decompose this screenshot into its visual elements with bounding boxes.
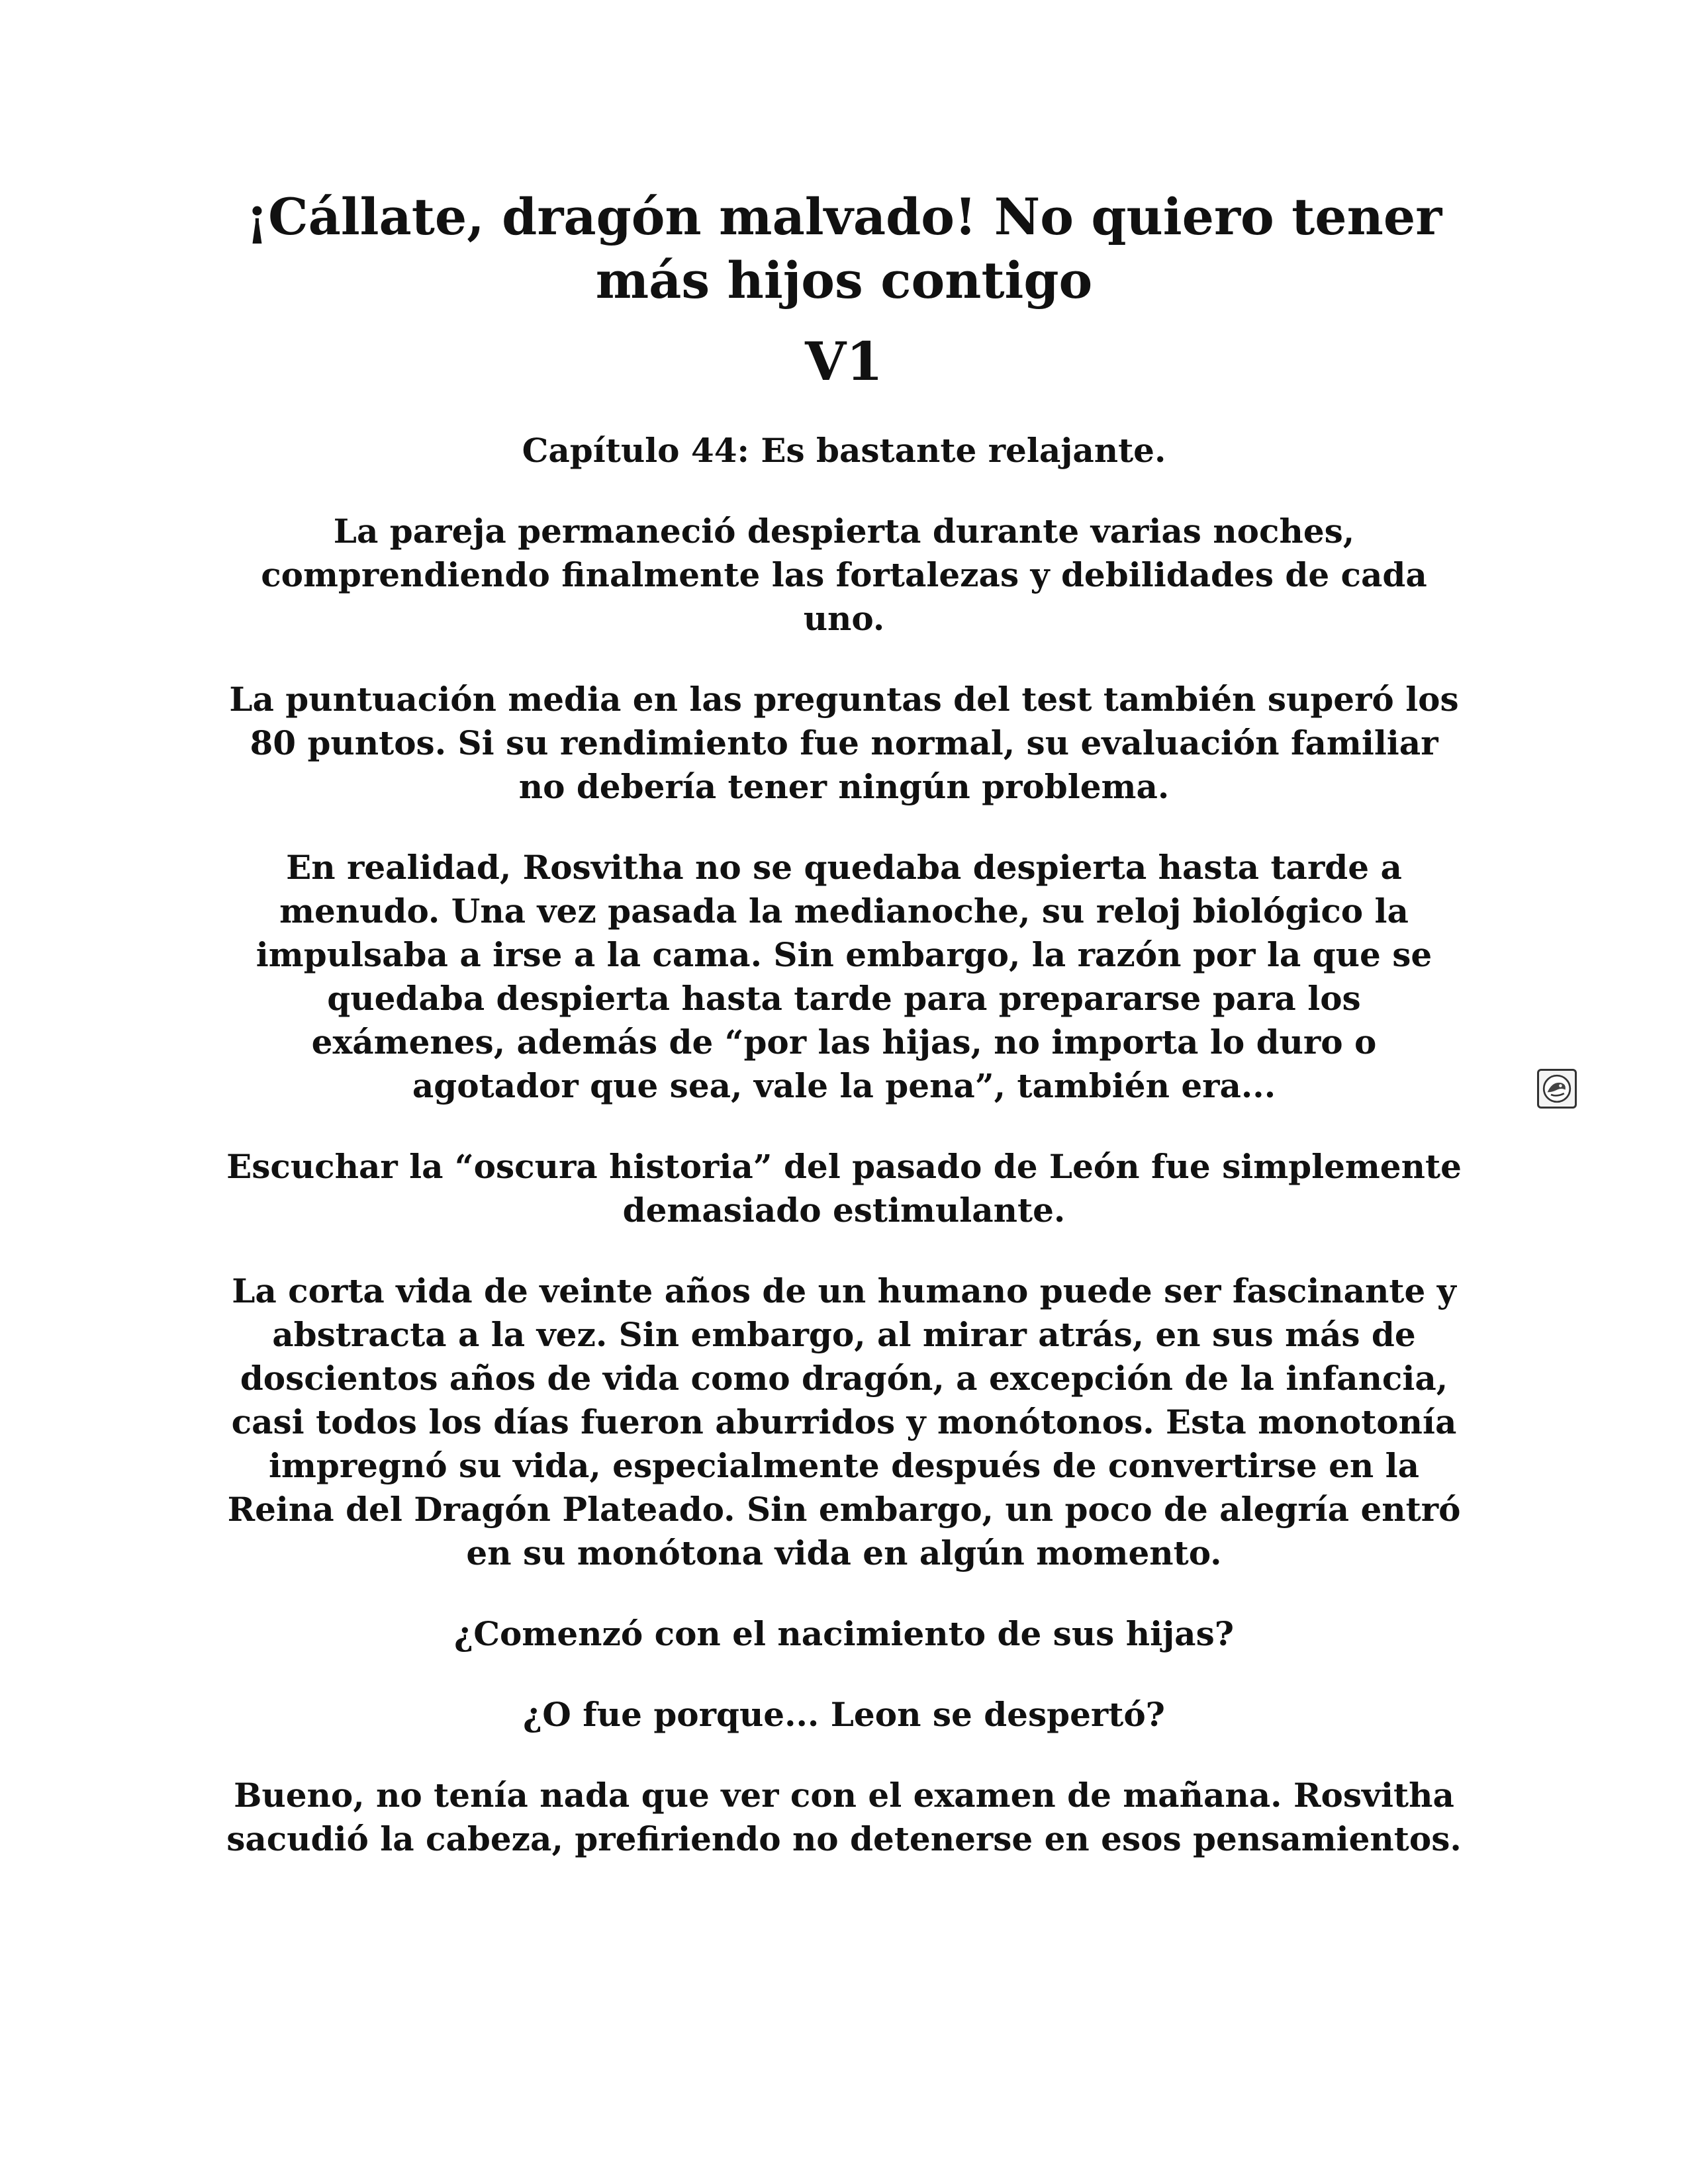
volume-label: V1 [805, 330, 883, 392]
paragraph: La pareja permaneció despierta durante varias noches, comprendiendo finalmente las fortalezas y debilidades de cada uno. [261, 512, 1427, 638]
document-title: ¡Cállate, dragón malvado! No quiero tener más hijos contigo [246, 187, 1442, 310]
document-page [225, 185, 1463, 1898]
paragraph: La puntuación media en las preguntas del test también superó los 80 puntos. Si su rendimiento fue normal, su evaluación familiar no debería tener ningún problema. [229, 680, 1459, 806]
paragraph: ¿Comenzó con el nacimiento de sus hijas? [453, 1614, 1235, 1653]
translator-logo-icon [1537, 1069, 1577, 1109]
chapter-heading: Capítulo 44: Es bastante relajante. [522, 431, 1166, 470]
paragraph: En realidad, Rosvitha no se quedaba despierta hasta tarde a menudo. Una vez pasada la medianoche, su reloj biológico la impulsaba a irse a la cama. Sin embargo, la razón por la que se quedaba despierta hasta tarde para prepararse para los exámenes, además de “por las hijas, no importa lo duro o agotador que sea, vale la pena”, también era... [256, 848, 1432, 1105]
paragraph: ¿O fue porque... Leon se despertó? [523, 1695, 1165, 1734]
paragraph: Escuchar la “oscura historia” del pasado de León fue simplemente demasiado estimulante. [226, 1147, 1462, 1230]
paragraph: La corta vida de veinte años de un humano puede ser fascinante y abstracta a la vez. Sin embargo, al mirar atrás, en sus más de doscientos años de vida como dragón, a excepción de la infancia, casi todos los días fueron aburridos y monótonos. Esta monotonía impregnó su vida, especialmente después de convertirse en la Reina del Dragón Plateado. Sin embargo, un poco de alegría entró en su monótona vida en algún momento. [227, 1271, 1461, 1572]
paragraph: Bueno, no tenía nada que ver con el examen de mañana. Rosvitha sacudió la cabeza, prefiriendo no detenerse en esos pensamientos. [226, 1776, 1462, 1858]
